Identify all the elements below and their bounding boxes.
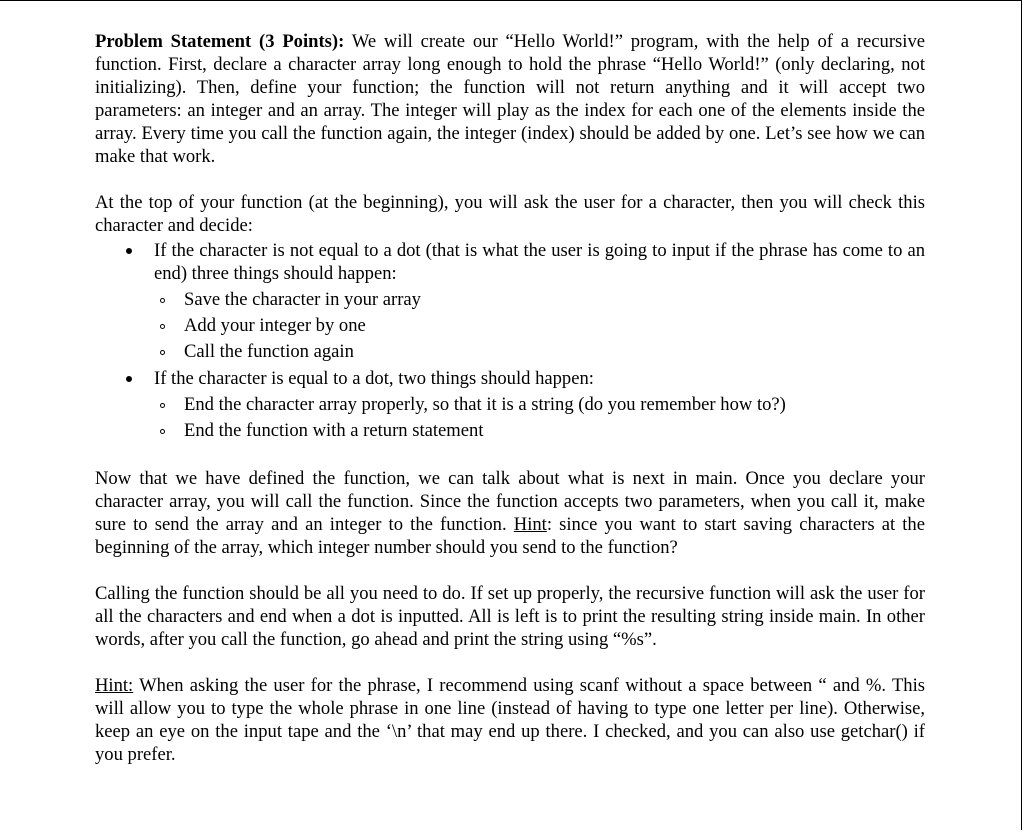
- bullet-disc-icon: [126, 376, 132, 382]
- list-item: [95, 367, 925, 444]
- input-hint-text: When asking the user for the phrase, I recommend using scanf without a space between “ and %. This will allow you to type the whole phrase in one line (instead of having to type one letter per line). Otherwise, keep an eye on the input tape and the ‘\n’ that may end up there. I checked, and you can also use getchar() if you prefer.: [95, 675, 925, 765]
- bullet-circle-icon: [160, 298, 165, 303]
- bullet-circle-icon: [160, 350, 165, 355]
- main-function-paragraph: [95, 467, 925, 559]
- bullet-disc-icon: [126, 248, 132, 254]
- sub-list-item: [154, 339, 925, 365]
- function-intro-paragraph: At the top of your function (at the beginning), you will ask the user for a character, then you will check this character and decide:: [95, 192, 925, 236]
- sub-list-item-text: Save the character in your array: [184, 289, 421, 310]
- problem-statement-paragraph: [95, 30, 925, 168]
- list-item-text: If the character is not equal to a dot (that is what the user is going to input if the phrase has come to an end) three things should happen:: [154, 240, 925, 284]
- sub-list-item: [154, 287, 925, 313]
- problem-statement-text: We will create our “Hello World!” program, with the help of a recursive function. First, declare a character array long enough to hold the phrase “Hello World!” (only declaring, not initializing). Then, define your function; the function will not return anything and it will accept two parameters: an integer and an array. The integer will play as the index for each one of the elements inside the array. Every time you call the function again, the integer (index) should be added by one. Let’s see how we can make that work.: [95, 31, 925, 167]
- condition-list: [95, 239, 925, 444]
- sub-list: [154, 287, 925, 365]
- input-hint-paragraph: [95, 674, 925, 766]
- hint-label: Hint:: [95, 675, 134, 696]
- document-body: [95, 30, 925, 766]
- list-item: [95, 239, 925, 365]
- main-function-text: Now that we have defined the function, we can talk about what is next in main. Once you declare your character array, you will call the function. Since the function accepts two parameters, when you call it, make sure to send the array and an integer to the function.: [95, 468, 925, 535]
- sub-list-item-text: End the character array properly, so that it is a string (do you remember how to?): [184, 394, 786, 415]
- bullet-circle-icon: [160, 324, 165, 329]
- bullet-circle-icon: [160, 403, 165, 408]
- hint-label: Hint: [513, 514, 547, 535]
- sub-list-item: [154, 392, 925, 418]
- bullet-circle-icon: [160, 429, 165, 434]
- problem-statement-heading: Problem Statement (3 Points):: [95, 31, 345, 52]
- sub-list-item: [154, 418, 925, 444]
- main-function-hint-text: : since you want to start saving characters at the beginning of the array, which integer number should you send to the function?: [95, 514, 925, 558]
- sub-list-item-text: End the function with a return statement: [184, 420, 484, 441]
- sub-list-item: [154, 313, 925, 339]
- sub-list: [154, 392, 925, 444]
- sub-list-item-text: Add your integer by one: [184, 315, 366, 336]
- list-item-text: If the character is equal to a dot, two things should happen:: [154, 368, 594, 389]
- calling-function-paragraph: Calling the function should be all you need to do. If set up properly, the recursive function will ask the user for all the characters and end when a dot is inputted. All is left is to print the resulting string inside main. In other words, after you call the function, go ahead and print the string using “%s”.: [95, 583, 925, 650]
- sub-list-item-text: Call the function again: [184, 341, 354, 362]
